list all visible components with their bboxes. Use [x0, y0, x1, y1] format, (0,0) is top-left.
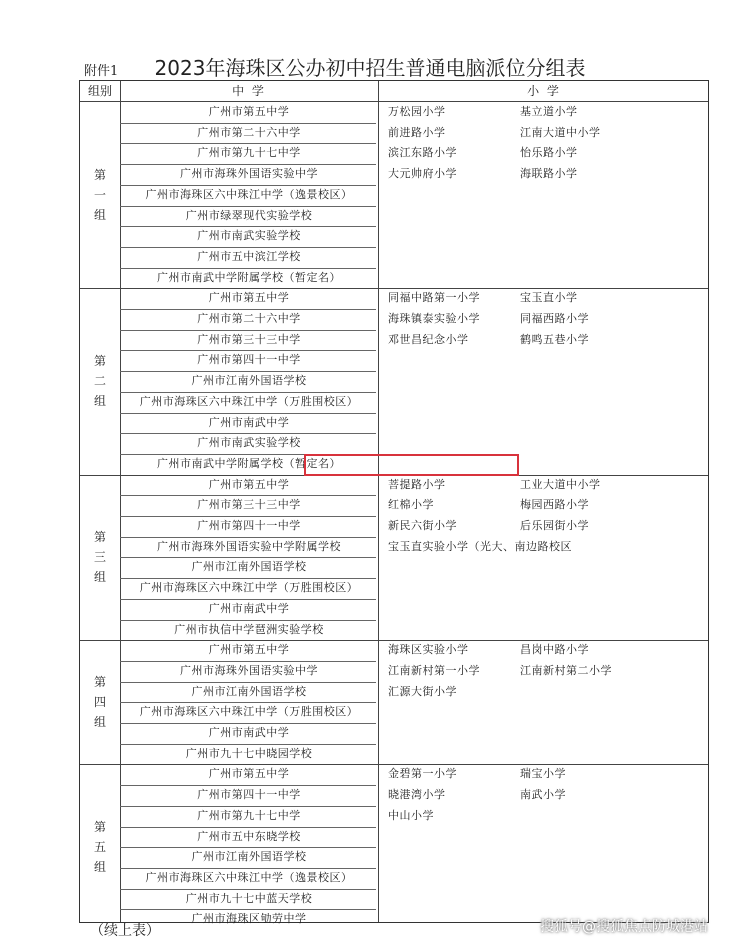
- middle-school-cell: 广州市五中滨江学校: [197, 249, 301, 263]
- primary-school-cell: 大元帅府小学: [388, 167, 457, 181]
- row-divider: [120, 371, 376, 372]
- header-middle-school: 中 学: [232, 84, 266, 98]
- primary-school-cell: 江南大道中小学: [520, 125, 601, 139]
- group-label: 第 二 组: [93, 354, 106, 409]
- middle-school-cell: 广州市执信中学琶洲实验学校: [174, 622, 324, 636]
- row-divider: [120, 599, 376, 600]
- middle-school-cell: 广州市第四十一中学: [197, 353, 301, 367]
- row-divider: [120, 682, 376, 683]
- middle-school-cell: 广州市海珠区六中珠江中学（万胜围校区）: [139, 394, 359, 408]
- row-divider: [120, 392, 376, 393]
- middle-school-cell: 广州市南武中学: [208, 415, 290, 429]
- column-divider: [378, 81, 379, 922]
- header-primary-school: 小 学: [527, 84, 561, 98]
- middle-school-cell: 广州市第五中学: [208, 767, 290, 781]
- middle-school-cell: 广州市南武中学: [208, 726, 290, 739]
- middle-school-cell: 广州市第三十三中学: [197, 498, 301, 512]
- middle-school-cell: 广州市第九十七中学: [197, 808, 301, 822]
- primary-school-cell: 晓港湾小学: [388, 788, 446, 802]
- middle-school-cell: 广州市海珠外国语实验中学: [180, 167, 318, 181]
- primary-school-cell: 滨江东路小学: [388, 146, 457, 160]
- primary-school-cell: 海联路小学: [520, 167, 578, 181]
- row-divider: [120, 889, 376, 890]
- row-divider: [120, 247, 376, 248]
- middle-school-cell: 广州市九十七中蓝天学校: [185, 891, 313, 905]
- row-divider: [120, 661, 376, 662]
- row-divider: [120, 827, 376, 828]
- middle-school-cell: 广州市海珠区六中珠江中学（逸景校区）: [145, 870, 353, 884]
- row-divider: [120, 868, 376, 869]
- row-divider: [120, 350, 376, 351]
- primary-school-cell: 红棉小学: [388, 498, 434, 512]
- middle-school-cell: 广州市江南外国语学校: [191, 560, 307, 574]
- primary-school-cell: 鹤鸣五巷小学: [520, 332, 589, 346]
- primary-school-cell: 宝玉直小学: [520, 291, 578, 305]
- middle-school-cell: 广州市海珠区六中珠江中学（万胜围校区）: [139, 581, 359, 595]
- primary-school-cell: 海珠镇泰实验小学: [388, 312, 480, 325]
- primary-school-cell: 南武小学: [520, 788, 566, 802]
- middle-school-cell: 广州市江南外国语学校: [191, 850, 307, 864]
- row-divider: [120, 495, 376, 496]
- middle-school-cell: 广州市海珠区六中珠江中学（逸景校区）: [145, 187, 353, 201]
- middle-school-cell: 广州市海珠外国语实验中学附属学校: [157, 539, 341, 553]
- middle-school-cell: 广州市江南外国语学校: [191, 684, 307, 698]
- row-divider: [120, 309, 376, 310]
- middle-school-cell: 广州市绿翠现代实验学校: [185, 208, 313, 222]
- middle-school-cell: 广州市第三十三中学: [197, 332, 301, 346]
- middle-school-cell: 广州市第五中学: [208, 643, 290, 657]
- primary-school-cell: 新民六街小学: [388, 519, 457, 532]
- row-divider: [120, 206, 376, 207]
- group-label: 第 一 组: [93, 168, 106, 223]
- row-divider: [120, 185, 376, 186]
- primary-school-cell: 万松园小学: [388, 105, 446, 118]
- row-divider: [120, 268, 376, 269]
- middle-school-cell: 广州市第九十七中学: [197, 146, 301, 160]
- row-divider: [120, 744, 376, 745]
- primary-school-cell: 基立道小学: [520, 105, 578, 118]
- primary-school-cell: 菩提路小学: [388, 477, 446, 491]
- row-divider: [120, 785, 376, 786]
- primary-school-cell: 汇源大街小学: [388, 684, 457, 698]
- primary-school-cell: 同福中路第一小学: [388, 291, 480, 305]
- middle-school-cell: 广州市五中东晓学校: [197, 829, 301, 843]
- middle-school-cell: 广州市第二十六中学: [197, 125, 301, 139]
- middle-school-cell: 广州市南武中学: [208, 601, 290, 615]
- middle-school-cell: 广州市第五中学: [208, 477, 290, 491]
- primary-school-cell: 同福西路小学: [520, 312, 589, 325]
- primary-school-cell: 邓世昌纪念小学: [388, 332, 469, 346]
- primary-school-cell: 瑞宝小学: [520, 767, 566, 781]
- page-title: 2023年海珠区公办初中招生普通电脑派位分组表: [154, 56, 586, 80]
- middle-school-cell: 广州市第四十一中学: [197, 788, 301, 802]
- row-divider: [120, 537, 376, 538]
- middle-school-cell: 广州市第二十六中学: [197, 312, 301, 325]
- row-divider: [120, 143, 376, 144]
- row-divider: [120, 723, 376, 724]
- primary-school-cell: 梅园西路小学: [520, 498, 589, 512]
- primary-school-cell: 江南新村第二小学: [520, 663, 612, 677]
- row-divider: [120, 164, 376, 165]
- primary-school-cell: 宝玉直实验小学（光大、南边路校区: [388, 539, 572, 553]
- header-group: 组别: [87, 84, 112, 98]
- middle-school-cell: 广州市海珠区六中珠江中学（万胜围校区）: [139, 705, 359, 719]
- highlight-box: [304, 454, 519, 476]
- primary-school-cell: 工业大道中小学: [520, 477, 601, 491]
- row-divider: [120, 516, 376, 517]
- row-divider: [120, 330, 376, 331]
- primary-school-cell: 江南新村第一小学: [388, 663, 480, 677]
- row-divider: [120, 806, 376, 807]
- middle-school-cell: 广州市海珠外国语实验中学: [180, 663, 318, 677]
- primary-school-cell: 后乐园街小学: [520, 519, 589, 532]
- row-divider: [120, 578, 376, 579]
- watermark: 搜狐号@搜狐焦点防城港站: [540, 919, 708, 935]
- row-divider: [120, 433, 376, 434]
- middle-school-cell: 广州市江南外国语学校: [191, 374, 307, 388]
- group-label: 第 三 组: [93, 530, 106, 585]
- attachment-label: 附件1: [84, 64, 119, 79]
- primary-school-cell: 昌岗中路小学: [520, 643, 589, 657]
- row-divider: [120, 413, 376, 414]
- row-divider: [120, 123, 376, 124]
- primary-school-cell: 海珠区实验小学: [388, 643, 469, 657]
- middle-school-cell: 广州市第五中学: [208, 291, 290, 305]
- primary-school-cell: 中山小学: [388, 808, 434, 822]
- middle-school-cell: 广州市九十七中晓园学校: [185, 746, 313, 760]
- middle-school-cell: 广州市南武中学附属学校（暂定名）: [157, 270, 341, 284]
- middle-school-cell: 广州市海珠区劬劳中学: [191, 912, 307, 926]
- group-label: 第 四 组: [93, 675, 106, 730]
- row-divider: [120, 557, 376, 558]
- middle-school-cell: 广州市南武中学附属学校（暂定名）: [157, 456, 341, 470]
- continued-note: （续上表）: [90, 923, 160, 939]
- primary-school-cell: 怡乐路小学: [520, 146, 578, 160]
- middle-school-cell: 广州市第五中学: [208, 105, 290, 118]
- middle-school-cell: 广州市南武实验学校: [197, 436, 301, 450]
- primary-school-cell: 金碧第一小学: [388, 767, 457, 781]
- row-divider: [120, 226, 376, 227]
- primary-school-cell: 前进路小学: [388, 125, 446, 139]
- middle-school-cell: 广州市第四十一中学: [197, 519, 301, 532]
- row-divider: [120, 702, 376, 703]
- grouping-table: [79, 80, 709, 926]
- row-divider: [120, 909, 376, 910]
- row-divider: [120, 620, 376, 621]
- group-label: 第 五 组: [93, 820, 106, 875]
- middle-school-cell: 广州市南武实验学校: [197, 229, 301, 243]
- row-divider: [120, 847, 376, 848]
